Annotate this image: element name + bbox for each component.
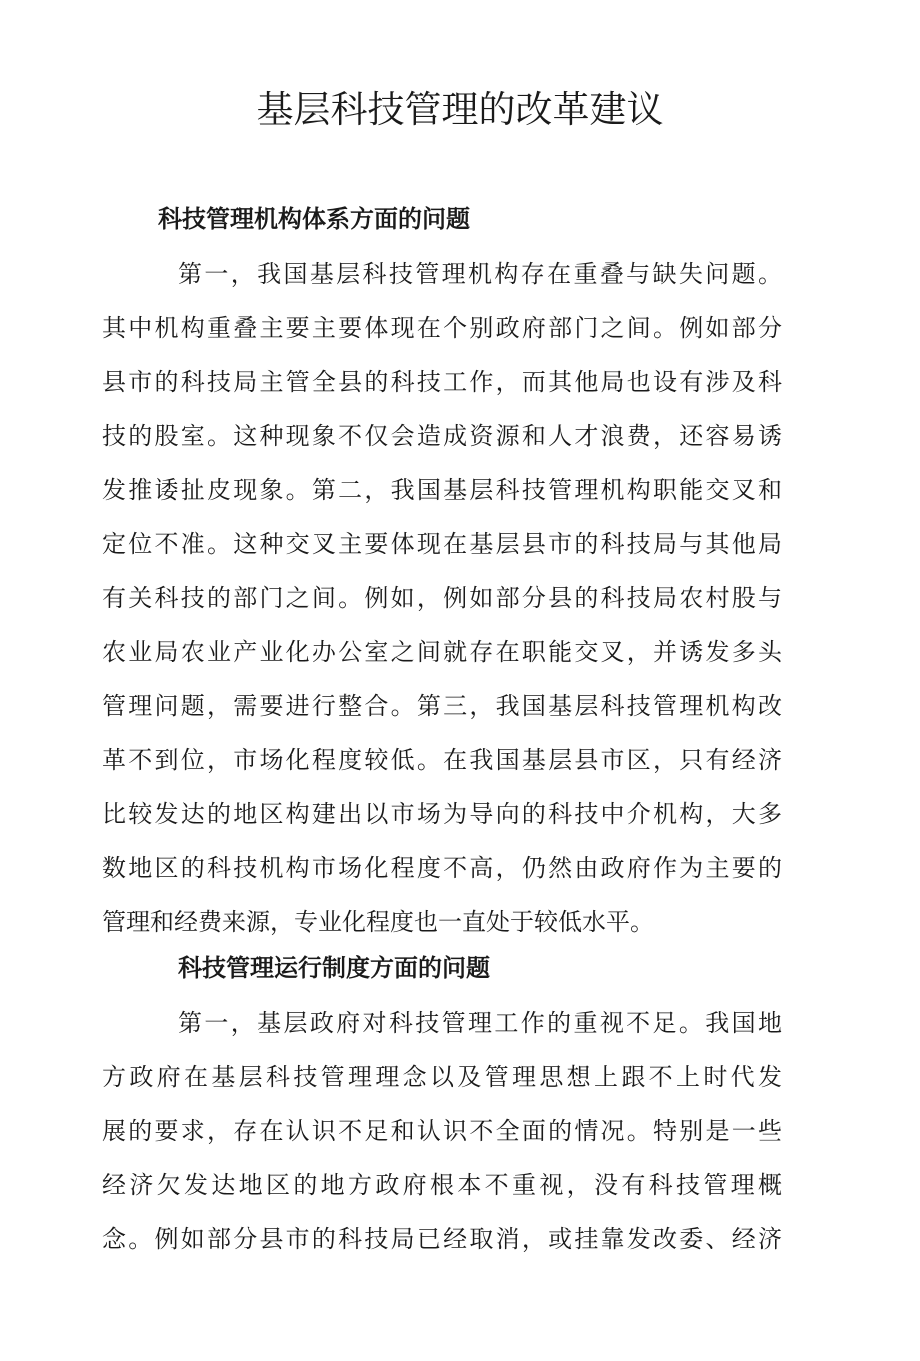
paragraph-line: 第一，我国基层科技管理机构存在重叠与缺失问题。 xyxy=(178,260,782,288)
paragraph-line: 方政府在基层科技管理理念以及管理思想上跟不上时代发 xyxy=(102,1063,782,1091)
paragraph-line: 农业局农业产业化办公室之间就存在职能交叉，并诱发多头 xyxy=(102,638,782,666)
paragraph-line: 革不到位，市场化程度较低。在我国基层县市区，只有经济 xyxy=(102,746,782,774)
paragraph-institutions xyxy=(102,247,782,949)
section-heading-operations: 科技管理运行制度方面的问题 xyxy=(178,953,490,982)
paragraph-operations xyxy=(102,996,782,1266)
paragraph-line: 发推诿扯皮现象。第二，我国基层科技管理机构职能交叉和 xyxy=(102,476,782,504)
paragraph-line: 展的要求，存在认识不足和认识不全面的情况。特别是一些 xyxy=(102,1117,782,1145)
paragraph-line: 数地区的科技机构市场化程度不高，仍然由政府作为主要的 xyxy=(102,854,782,882)
paragraph-line: 比较发达的地区构建出以市场为导向的科技中介机构，大多 xyxy=(102,800,782,828)
section-heading-institutions: 科技管理机构体系方面的问题 xyxy=(158,204,470,233)
paragraph-line: 念。例如部分县市的科技局已经取消，或挂靠发改委、经济 xyxy=(102,1225,782,1253)
paragraph-line: 其中机构重叠主要主要体现在个别政府部门之间。例如部分 xyxy=(102,314,782,342)
paragraph-line: 第一，基层政府对科技管理工作的重视不足。我国地 xyxy=(178,1009,782,1037)
document-title: 基层科技管理的改革建议 xyxy=(256,88,664,131)
paragraph-line: 县市的科技局主管全县的科技工作，而其他局也设有涉及科 xyxy=(102,368,782,396)
paragraph-line: 定位不准。这种交叉主要体现在基层县市的科技局与其他局 xyxy=(102,530,782,558)
paragraph-line: 有关科技的部门之间。例如，例如部分县的科技局农村股与 xyxy=(102,584,782,612)
paragraph-line: 经济欠发达地区的地方政府根本不重视，没有科技管理概 xyxy=(102,1171,782,1199)
paragraph-line: 管理问题，需要进行整合。第三，我国基层科技管理机构改 xyxy=(102,692,782,720)
paragraph-line: 管理和经费来源，专业化程度也一直处于较低水平。 xyxy=(102,908,654,936)
paragraph-line: 技的股室。这种现象不仅会造成资源和人才浪费，还容易诱 xyxy=(102,422,782,450)
